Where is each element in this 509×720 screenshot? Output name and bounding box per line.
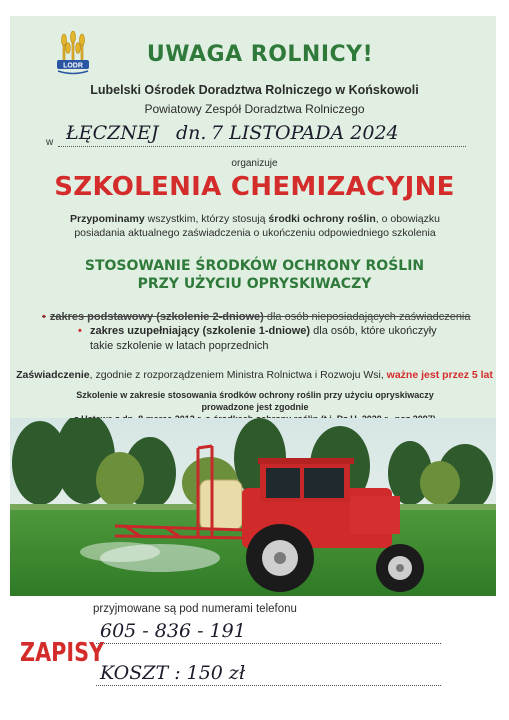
bullet-icon: •	[78, 325, 82, 337]
bullet-icon: •	[42, 311, 46, 323]
reminder-text	[60, 212, 450, 240]
training-title-line1: STOSOWANIE ŚRODKÓW OCHRONY ROŚLIN	[84, 258, 425, 274]
handwritten-day-prefix: dn.	[176, 122, 207, 144]
page-title: UWAGA ROLNICY!	[146, 42, 374, 67]
organization-unit: Powiatowy Zespół Doradztwa Rolniczego	[144, 102, 365, 116]
option-supplementary-desc: dla osób, które ukończyły takie szkolenie w latach poprzednich	[90, 325, 437, 352]
option-supplementary	[78, 324, 450, 354]
phones-label: przyjmowane są pod numerami telefonu	[93, 603, 297, 615]
location-prefix: w	[46, 137, 54, 148]
reminder-highlight: środki ochrony roślin	[268, 213, 376, 225]
dotted-line	[96, 685, 441, 686]
handwritten-cost: KOSZT : 150 zł	[100, 662, 246, 684]
law-note-line1: Szkolenie w zakresie stosowania środków ochrony roślin przy użyciu opryskiwaczy prowadzone jest zgodnie	[76, 390, 434, 412]
certificate-text: , zgodnie z rozporządzeniem Ministra Rolnictwa i Rozwoju Wsi,	[89, 369, 387, 381]
main-title: SZKOLENIA CHEMIZACYJNE	[54, 172, 455, 202]
dotted-line	[96, 643, 441, 644]
training-title-line2: PRZY UŻYCIU OPRYSKIWACZY	[137, 276, 372, 292]
handwritten-phone: 605 - 836 - 191	[100, 620, 246, 642]
location-date-line	[46, 122, 466, 152]
reminder-part4: , o obowiązku posiadania aktualnego zaświadczenia o ukończeniu odpowiedniego szkolenia	[74, 213, 440, 239]
organization-name: Lubelski Ośrodek Doradztwa Rolniczego w Końskowoli	[90, 83, 419, 97]
certificate-label: Zaświadczenie	[16, 369, 90, 381]
dotted-line	[58, 146, 466, 147]
tractor-sprayer-photo	[10, 418, 496, 596]
option-supplementary-label: zakres uzupełniający (szkolenie 1-dniowe)	[90, 325, 311, 337]
organizes-label: organizuje	[231, 158, 278, 169]
option-basic-label: zakres podstawowy (szkolenie 2-dniowe)	[49, 311, 264, 323]
registration-label: ZAPISY	[20, 638, 105, 668]
certificate-note	[0, 369, 509, 381]
lodr-logo	[52, 30, 94, 76]
option-basic-desc: dla osób nieposiadających zaświadczenia	[263, 311, 471, 323]
logo-text: LODR	[63, 62, 83, 70]
handwritten-place: ŁĘCZNEJ	[66, 122, 159, 144]
reminder-part2: wszystkim, którzy stosują	[144, 213, 269, 225]
handwritten-date: 7 LISTOPADA 2024	[211, 122, 399, 144]
reminder-lead: Przypominamy	[70, 213, 145, 225]
certificate-validity: ważne jest przez 5 lat	[386, 369, 493, 381]
option-basic	[42, 311, 471, 323]
